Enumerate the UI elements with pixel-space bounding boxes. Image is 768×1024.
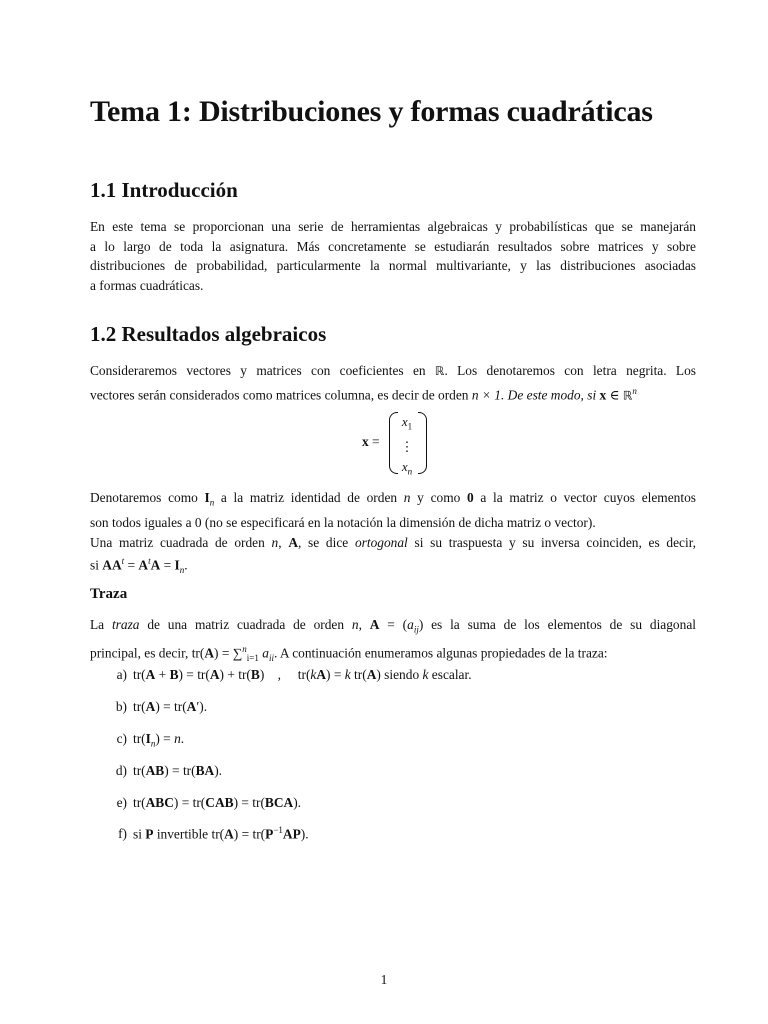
property-item: d) tr(AB) = tr(BA).	[115, 763, 223, 778]
page-title: Tema 1: Distribuciones y formas cuadráticas	[90, 95, 653, 128]
algebra-paragraph-2	[90, 488, 696, 581]
algebra-line: Una matriz cuadrada de orden n, A, se dice ortogonal si su traspuesta y su inversa coinciden, es decir,	[90, 534, 696, 550]
property-item: c) $tr(I_n) = n$.	[116, 731, 185, 749]
intro-paragraph	[90, 217, 696, 295]
intro-line: En este tema se proporcionan una serie de herramientas algebraicas y probabilísticas que se manejarán	[90, 219, 696, 234]
intro-line: a formas cuadráticas.	[90, 277, 204, 293]
subsection-heading-traza: Traza	[90, 586, 128, 602]
property-item: f) si P invertible $tr(A) = tr(P^{-1}AP)$.	[118, 825, 309, 842]
algebra-line: si $AA^t = A^tA = I_n$.	[90, 556, 188, 576]
vector-entries: $x_1$ ⋮ $x_n$	[400, 414, 414, 477]
property-item: e) tr(ABC) = tr(CAB) = tr(BCA).	[116, 795, 302, 810]
intro-line: a lo largo de toda la asignatura. Más concretamente se estudiarán resultados sobre matrices y sobre	[90, 238, 696, 254]
algebra-line: son todos iguales a 0 (no se especificará en la notación la dimensión de dicha matriz o vector).	[90, 515, 596, 531]
section-heading-algebra: 1.2 Resultados algebraicos	[90, 322, 327, 346]
right-paren	[418, 412, 427, 474]
traza-paragraph	[90, 615, 696, 669]
property-item: b) tr(A) = tr(A′).	[115, 699, 208, 714]
property-item: a) tr(A + B) = tr(A) + tr(B) , tr(kA) = k tr(A) siendo k escalar.	[116, 667, 472, 682]
intro-line: distribuciones de probabilidad, particularmente la normal multivariante, y las distribuciones asociadas	[90, 258, 696, 274]
traza-line: principal, es decir, tr(A) = ∑$^n_{i=1}$ $a_{ii}$. A continuación enumeramos algunas propiedades de la traza:	[90, 644, 608, 664]
algebra-line: Denotaremos como $I_n$ a la matriz identidad de orden n y como 0 a la matriz o vector cuyos elementos	[90, 490, 696, 508]
page-number: 1	[380, 972, 388, 987]
vector-lhs: x =	[362, 434, 380, 449]
traza-line: La traza de una matriz cuadrada de orden n, $A = (a_{ij})$ es la suma de los elementos de su diagonal	[90, 617, 696, 635]
algebra-line: Consideraremos vectores y matrices con coeficientes en ℝ. Los denotaremos con letra negrita. Los	[90, 363, 697, 378]
algebra-line: vectores serán considerados como matrices columna, es decir de orden n × 1. De este modo, si x ∈ ℝ$^n$	[90, 385, 637, 403]
section-heading-intro: 1.1 Introducción	[90, 178, 238, 202]
column-vector-x	[362, 412, 442, 477]
algebra-paragraph-1	[90, 361, 696, 406]
